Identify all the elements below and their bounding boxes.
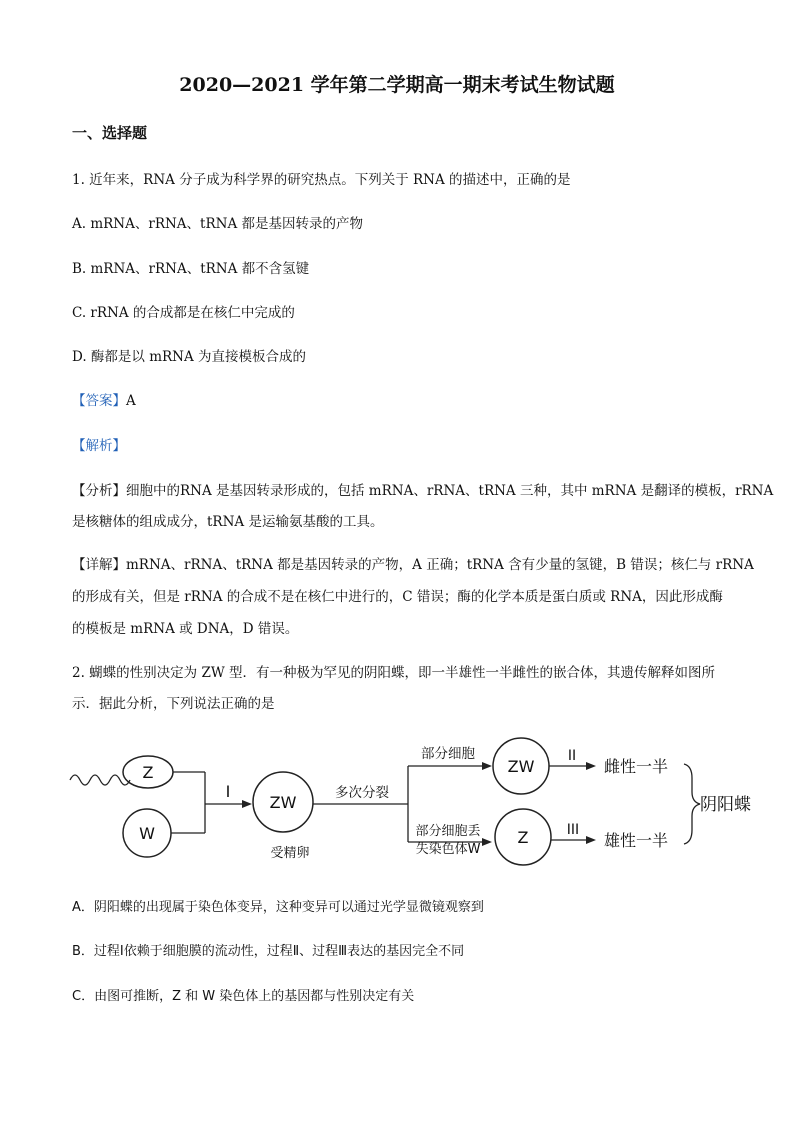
detail-line-1 bbox=[72, 553, 754, 573]
detail-line-3: 的模板是 mRNA 或 DNA，D 错误。 bbox=[72, 621, 299, 637]
detail-line-2: 的形成有关，但是 rRNA 的合成不是在核仁中进行的，C 错误；酶的化学本质是蛋白质或 RNA，因此形成酶 bbox=[72, 589, 723, 605]
q1-option-b: B. mRNA、rRNA、tRNA 都不含氢键 bbox=[72, 261, 310, 277]
w-gamete-label: W bbox=[139, 824, 155, 843]
fenxi-line-1 bbox=[72, 479, 773, 499]
result-brace bbox=[684, 764, 700, 844]
male-half-label: 雄性一半 bbox=[604, 831, 669, 850]
section-heading: 一、选择题 bbox=[72, 124, 148, 142]
answer-line bbox=[72, 389, 136, 409]
q1-option-d: D. 酶都是以 mRNA 为直接模板合成的 bbox=[72, 349, 307, 365]
page-title: 2020—2021 学年第二学期高一期末考试生物试题 bbox=[179, 74, 615, 96]
branch-top-label: 部分细胞 bbox=[421, 746, 475, 762]
q1-option-c: C. rRNA 的合成都是在核仁中完成的 bbox=[72, 305, 295, 321]
division-label: 多次分裂 bbox=[335, 785, 389, 801]
branch-bottom-label-2: 失染色体W bbox=[415, 842, 481, 857]
process-3-label: III bbox=[566, 822, 580, 838]
branch-bottom-label-1: 部分细胞丢 bbox=[415, 824, 481, 839]
sperm-tail bbox=[70, 775, 130, 785]
process-1-label: I bbox=[225, 782, 231, 801]
zygote-label: ZW bbox=[269, 793, 297, 812]
fenxi-tag: 【分析】 bbox=[72, 483, 126, 499]
z-gamete-label: Z bbox=[142, 763, 154, 782]
female-cell-label: ZW bbox=[507, 757, 535, 776]
fenxi-text-1: 细胞中的RNA 是基因转录形成的，包括 mRNA、rRNA、tRNA 三种，其中 mRNA 是翻译的模板，rRNA bbox=[126, 483, 774, 499]
male-cell-label: Z bbox=[517, 828, 529, 847]
detail-text-1: mRNA、rRNA、tRNA 都是基因转录的产物，A 正确；tRNA 含有少量的氢键，B 错误；核仁与 rRNA bbox=[126, 557, 754, 573]
q1-stem: 1. 近年来，RNA 分子成为科学界的研究热点。下列关于 RNA 的描述中，正确的是 bbox=[72, 172, 571, 188]
q1-option-a: A. mRNA、rRNA、tRNA 都是基因转录的产物 bbox=[72, 216, 363, 232]
zygote-caption: 受精卵 bbox=[270, 846, 310, 861]
q2-option-c: C．由图可推断，Z 和 W 染色体上的基因都与性别决定有关 bbox=[72, 989, 415, 1004]
outcome-label: 阴阳蝶 bbox=[700, 795, 751, 815]
detail-tag: 【详解】 bbox=[72, 557, 126, 573]
answer-tag: 【答案】 bbox=[72, 393, 126, 409]
q2-option-b: B．过程Ⅰ依赖于细胞膜的流动性，过程Ⅱ、过程Ⅲ表达的基因完全不同 bbox=[72, 944, 465, 959]
q2-stem-line-1: 2. 蝴蝶的性别决定为 ZW 型．有一种极为罕见的阴阳蝶，即一半雄性一半雌性的嵌合体，其遗传解释如图所 bbox=[72, 665, 716, 681]
analysis-tag: 【解析】 bbox=[72, 438, 126, 454]
q2-stem-line-2: 示．据此分析，下列说法正确的是 bbox=[72, 696, 275, 712]
inheritance-diagram bbox=[0, 730, 794, 870]
fenxi-line-2: 是核糖体的组成成分，tRNA 是运输氨基酸的工具。 bbox=[72, 514, 384, 530]
process-2-label: II bbox=[567, 748, 577, 764]
q2-option-a: A．阴阳蝶的出现属于染色体变异，这种变异可以通过光学显微镜观察到 bbox=[72, 900, 484, 915]
answer-value: A bbox=[126, 393, 136, 409]
female-half-label: 雌性一半 bbox=[604, 757, 669, 776]
